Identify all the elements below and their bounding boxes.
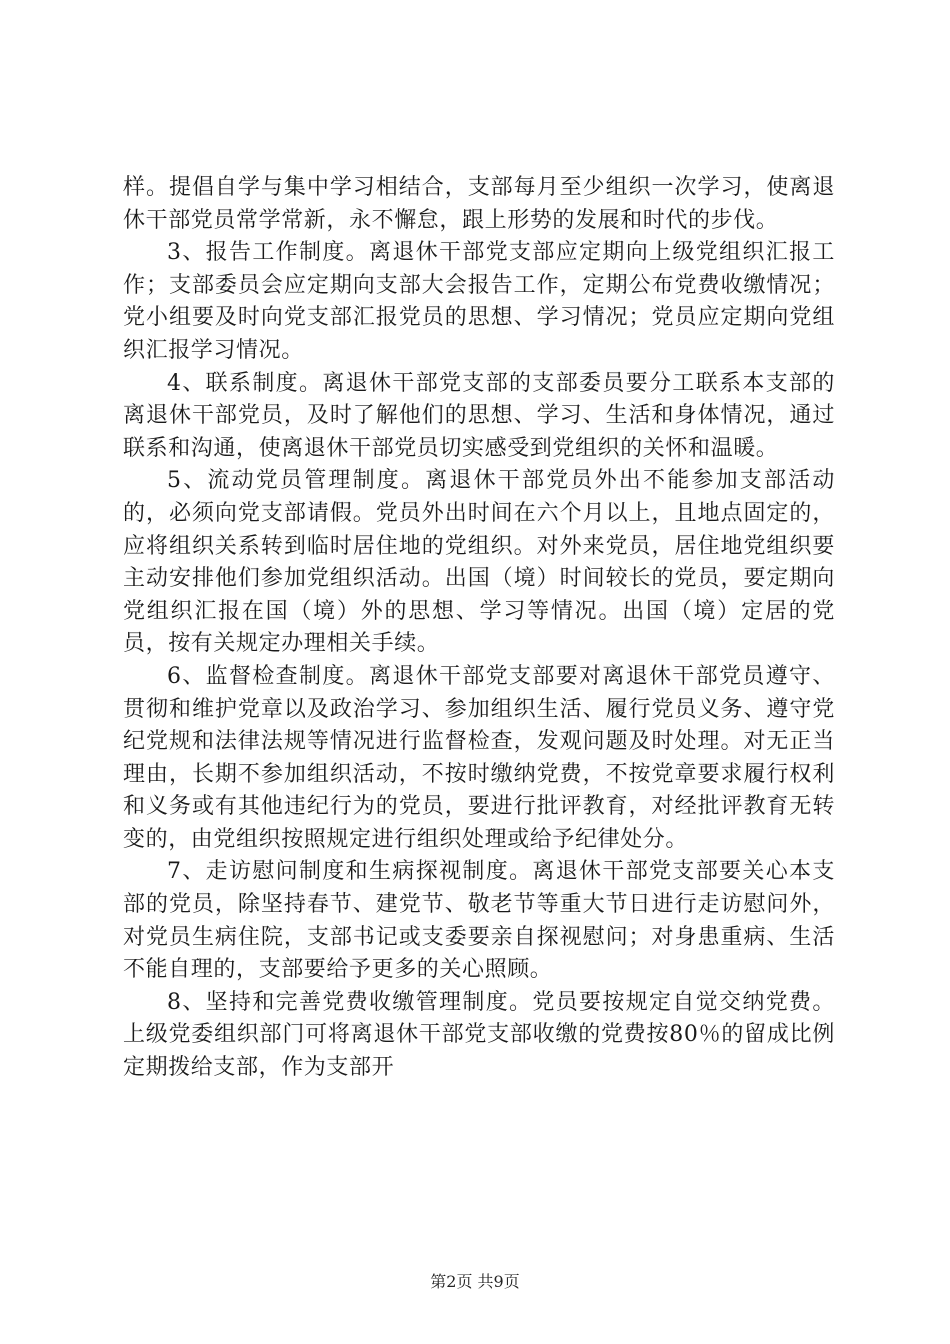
- paragraph-supervision-system: 6、监督检查制度。离退休干部党支部要对离退休干部党员遵守、贯彻和维护党章以及政治学习、参加组织生活、履行党员义务、遵守党纪党规和法律法规等情况进行监督检查，发观问题及时处理。对无正当理由，长期不参加组织活动，不按时缴纳党费，不按党章要求履行权利和义务或有其他违纪行为的党员，要进行批评教育，对经批评教育无转变的，由党组织按照规定进行组织处理或给予纪律处分。: [123, 663, 835, 852]
- paragraph-dues-system: 8、坚持和完善党费收缴管理制度。党员要按规定自觉交纳党费。上级党委组织部门可将离退休干部党支部收缴的党费按80％的留成比例定期拨给支部，作为支部开: [123, 989, 835, 1081]
- paragraph-report-system: 3、报告工作制度。离退休干部党支部应定期向上级党组织汇报工作；支部委员会应定期向支部大会报告工作，定期公布党费收缴情况；党小组要及时向党支部汇报党员的思想、学习情况；党员应定期向党组织汇报学习情况。: [123, 240, 835, 363]
- page-number-footer: 第2页 共9页: [430, 1272, 520, 1291]
- paragraph-contact-system: 4、联系制度。离退休干部党支部的支部委员要分工联系本支部的离退休干部党员，及时了解他们的思想、学习、生活和身体情况，通过联系和沟通，使离退休干部党员切实感受到党组织的关怀和温暖。: [123, 370, 835, 461]
- document-body: [123, 172, 835, 1085]
- paragraph-mobile-member-system: 5、流动党员管理制度。离退休干部党员外出不能参加支部活动的，必须向党支部请假。党员外出时间在六个月以上，且地点固定的，应将组织关系转到临时居住地的党组织。对外来党员，居住地党组织要主动安排他们参加党组织活动。出国（境）时间较长的党员，要定期向党组织汇报在国（境）外的思想、学习等情况。出国（境）定居的党员，按有关规定办理相关手续。: [123, 468, 835, 657]
- paragraph-continuation: 样。提倡自学与集中学习相结合，支部每月至少组织一次学习，使离退休干部党员常学常新，永不懈怠，跟上形势的发展和时代的步伐。: [123, 175, 835, 233]
- paragraph-visit-system: 7、走访慰问制度和生病探视制度。离退休干部党支部要关心本支部的党员，除坚持春节、建党节、敬老节等重大节日进行走访慰问外，对党员生病住院，支部书记或支委要亲自探视慰问；对身患重病、生活不能自理的，支部要给予更多的关心照顾。: [123, 859, 835, 983]
